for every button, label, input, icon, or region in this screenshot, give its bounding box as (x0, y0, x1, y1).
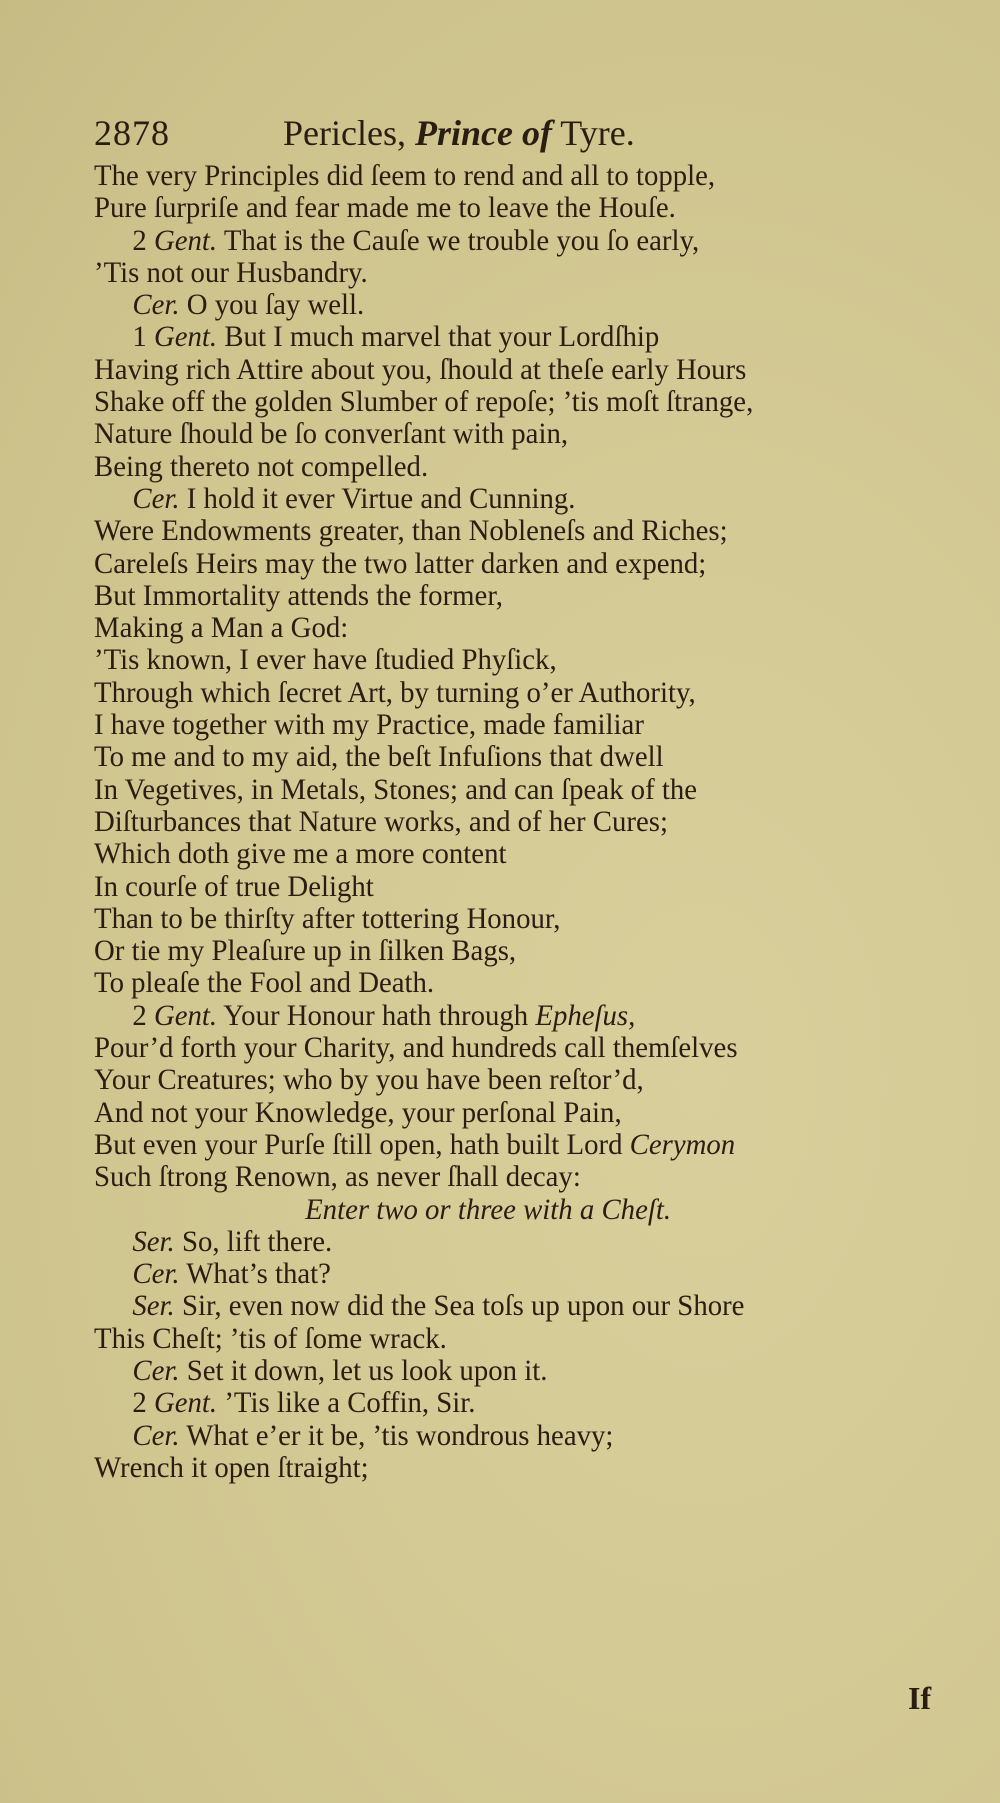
line-text: And not your Knowledge, your perſonal Pain, (94, 1095, 622, 1129)
speaker-label: 2 Gent. (132, 223, 218, 257)
line-text: Which doth give me a more content (94, 837, 507, 871)
catchword: If (908, 1680, 932, 1716)
line-text: To me and to my aid, the beſt Infuſions that dwell (94, 740, 664, 774)
line-text: Set it down, let us look upon it. (186, 1353, 548, 1387)
speaker-label: 2 Gent. (132, 1386, 218, 1420)
line-text: Through which ſecret Art, by turning o’er Authority, (94, 675, 696, 709)
line-text: Having rich Attire about you, ſhould at theſe early Hours (94, 352, 747, 386)
line-text: What e’er it be, ’tis wondrous heavy; (186, 1418, 614, 1452)
page-number: 2878 (94, 113, 170, 153)
line-text: Careleſs Heirs may the two latter darken and expend; (94, 546, 707, 580)
verse-line (94, 967, 900, 999)
running-header (94, 108, 914, 158)
line-text: Sir, even now did the Sea toſs up upon our Shore (181, 1289, 745, 1323)
line-text: O you ſay well. (186, 288, 365, 322)
line-text: I hold it ever Virtue and Cunning. (186, 481, 576, 515)
stage-direction-text: Enter two or three with a Cheſt. (305, 1192, 672, 1226)
verse-line (94, 1097, 900, 1129)
verse-line (94, 612, 900, 644)
speech-line (94, 1290, 900, 1322)
line-text: Diſturbances that Nature works, and of her Cures; (94, 804, 668, 838)
line-text: The very Principles did ſeem to rend and all to topple, (94, 159, 716, 192)
verse-line (94, 709, 900, 741)
speech-line (94, 1258, 900, 1290)
verse-line (94, 806, 900, 838)
verse-line (94, 354, 900, 386)
speech-line (94, 225, 900, 257)
verse-line (94, 838, 900, 870)
verse-line (94, 580, 900, 612)
verse-line (94, 1452, 900, 1484)
line-text: In courſe of true Delight (94, 869, 374, 903)
verse-line (94, 1129, 900, 1161)
verse-line (94, 903, 900, 935)
speech-line (94, 289, 900, 321)
speech-line (94, 483, 900, 515)
line-text: I have together with my Practice, made familiar (94, 708, 644, 742)
italic-name: Epheſus, (535, 998, 636, 1032)
verse-line (94, 386, 900, 418)
speaker-label: Cer. (132, 1257, 180, 1291)
line-text: Your Honour hath through (223, 998, 529, 1032)
title-roman: Pericles, (283, 113, 406, 153)
verse-line (94, 257, 900, 289)
line-text: Wrench it open ſtraight; (94, 1450, 369, 1484)
speaker-label: Cer. (132, 481, 180, 515)
line-text: In Vegetives, in Metals, Stones; and can ſpeak of the (94, 772, 698, 806)
speaker-label: Cer. (132, 1353, 180, 1387)
verse-line (94, 1064, 900, 1096)
verse-line (94, 1161, 900, 1193)
verse-line (94, 1032, 900, 1064)
speech-line (94, 321, 900, 353)
speech-line (94, 1355, 900, 1387)
speaker-label: Cer. (132, 1418, 180, 1452)
verse-line (94, 515, 900, 547)
line-text: Nature ſhould be ſo converſant with pain, (94, 417, 569, 451)
line-text: Or tie my Pleaſure up in ſilken Bags, (94, 934, 517, 968)
line-text: ’Tis like a Coffin, Sir. (224, 1386, 476, 1420)
line-text: That is the Cauſe we trouble you ſo early, (223, 223, 700, 257)
line-text: Were Endowments greater, than Nobleneſs and Riches; (94, 514, 728, 548)
verse-line (94, 644, 900, 676)
line-text: But even your Purſe ſtill open, hath built Lord (94, 1127, 623, 1161)
line-text: This Cheſt; ’tis of ſome wrack. (94, 1321, 447, 1355)
verse-line (94, 548, 900, 580)
verse-line (94, 741, 900, 773)
title-italic: Prince of (414, 113, 552, 153)
line-text: So, lift there. (181, 1224, 333, 1258)
speaker-label: Ser. (132, 1289, 175, 1323)
line-text: Your Creatures; who by you have been reſtor’d, (94, 1063, 644, 1097)
line-text: ’Tis known, I ever have ſtudied Phyſick, (94, 643, 557, 677)
line-text: Shake off the golden Slumber of repoſe; ’tis moſt ſtrange, (94, 385, 754, 419)
verse-line (94, 935, 900, 967)
page-title (283, 108, 635, 158)
verse-line (94, 677, 900, 709)
line-text: Than to be thirſty after tottering Honour, (94, 901, 561, 935)
title-end: Tyre. (560, 113, 635, 153)
speaker-label: Ser. (132, 1224, 175, 1258)
speech-line (94, 1000, 900, 1032)
speaker-label: 1 Gent. (132, 320, 218, 354)
line-text: But I much marvel that your Lordſhip (224, 320, 660, 354)
line-text: Pour’d forth your Charity, and hundreds call themſelves (94, 1031, 738, 1065)
speech-line (94, 1226, 900, 1258)
verse-line (94, 192, 900, 224)
line-text: Making a Man a God: (94, 611, 349, 645)
verse-line (94, 160, 900, 192)
verse-line (94, 1323, 900, 1355)
stage-direction (94, 1194, 900, 1226)
speech-line (94, 1420, 900, 1452)
verse-line (94, 871, 900, 903)
line-text: What’s that? (186, 1257, 331, 1291)
verse-line (94, 774, 900, 806)
line-text: Pure ſurpriſe and fear made me to leave the Houſe. (94, 191, 676, 225)
verse-line (94, 418, 900, 450)
line-text: Such ſtrong Renown, as never ſhall decay: (94, 1160, 581, 1194)
speech-line (94, 1387, 900, 1419)
speaker-label: 2 Gent. (132, 998, 218, 1032)
play-text (94, 160, 934, 1484)
line-text: ’Tis not our Husbandry. (94, 255, 368, 289)
speaker-label: Cer. (132, 288, 180, 322)
italic-name: Cerymon (629, 1127, 736, 1161)
verse-line (94, 451, 900, 483)
line-text: But Immortality attends the former, (94, 578, 503, 612)
line-text: To pleaſe the Fool and Death. (94, 966, 435, 1000)
line-text: Being thereto not compelled. (94, 449, 429, 483)
